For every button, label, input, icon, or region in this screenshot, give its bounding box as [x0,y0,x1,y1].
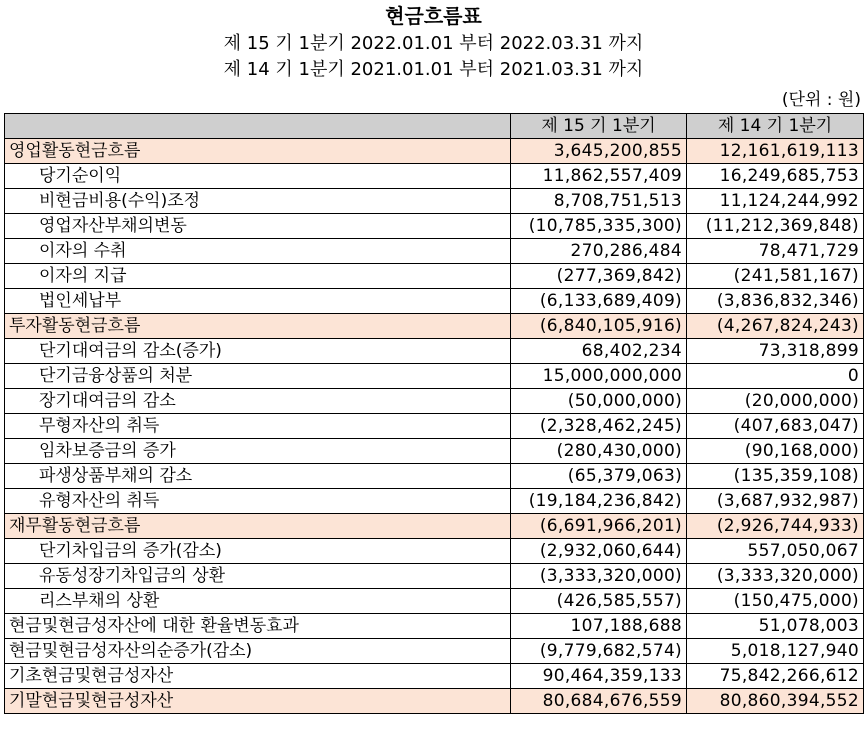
row-value-current: (277,369,842) [511,264,687,289]
row-label: 재무활동현금흐름 [5,514,511,539]
row-value-current: (50,000,000) [511,389,687,414]
row-label: 유동성장기차입금의 상환 [5,564,511,589]
row-label: 영업자산부채의변동 [5,214,511,239]
row-value-prior: (241,581,167) [687,264,864,289]
row-value-current: (6,840,105,916) [511,314,687,339]
row-label: 단기차입금의 증가(감소) [5,539,511,564]
table-row [5,614,864,639]
cash-flow-table [4,113,864,714]
row-label: 이자의 지급 [5,264,511,289]
row-value-current: 8,708,751,513 [511,189,687,214]
row-value-prior: 73,318,899 [687,339,864,364]
table-row [5,339,864,364]
row-label: 무형자산의 취득 [5,414,511,439]
table-row [5,389,864,414]
row-label: 단기금융상품의 처분 [5,364,511,389]
header-current-period: 제 15 기 1분기 [511,114,687,139]
row-label: 파생상품부채의 감소 [5,464,511,489]
table-row [5,314,864,339]
row-value-current: (6,691,966,201) [511,514,687,539]
table-row [5,264,864,289]
row-label: 리스부채의 상환 [5,589,511,614]
row-value-prior: 80,860,394,552 [687,689,864,714]
header-row [5,114,864,139]
row-label: 현금및현금성자산의순증가(감소) [5,639,511,664]
row-value-prior: 78,471,729 [687,239,864,264]
period-current: 제 15 기 1분기 2022.01.01 부터 2022.03.31 까지 [223,33,644,54]
row-value-prior: 16,249,685,753 [687,164,864,189]
table-row [5,164,864,189]
row-value-current: (65,379,063) [511,464,687,489]
table-row [5,589,864,614]
table-body [5,139,864,714]
row-value-current: (2,932,060,644) [511,539,687,564]
row-label: 기초현금및현금성자산 [5,664,511,689]
row-value-prior: 5,018,127,940 [687,639,864,664]
header-prior-period: 제 14 기 1분기 [687,114,864,139]
table-row [5,539,864,564]
unit-label: (단위 : 원) [781,90,861,110]
row-value-prior: (135,359,108) [687,464,864,489]
row-value-current: (19,184,236,842) [511,489,687,514]
table-row [5,289,864,314]
table-row [5,564,864,589]
row-value-prior: 12,161,619,113 [687,139,864,164]
row-value-prior: (20,000,000) [687,389,864,414]
row-label: 기말현금및현금성자산 [5,689,511,714]
row-value-current: (3,333,320,000) [511,564,687,589]
row-value-current: 15,000,000,000 [511,364,687,389]
table-row [5,439,864,464]
row-value-current: 11,862,557,409 [511,164,687,189]
row-label: 영업활동현금흐름 [5,139,511,164]
row-value-current: (280,430,000) [511,439,687,464]
row-value-current: 68,402,234 [511,339,687,364]
row-label: 투자활동현금흐름 [5,314,511,339]
table-row [5,489,864,514]
table-row [5,639,864,664]
row-value-prior: (3,836,832,346) [687,289,864,314]
row-label: 유형자산의 취득 [5,489,511,514]
row-value-current: (9,779,682,574) [511,639,687,664]
row-value-prior: (3,687,932,987) [687,489,864,514]
row-value-prior: (150,475,000) [687,589,864,614]
row-label: 당기순이익 [5,164,511,189]
row-value-prior: 51,078,003 [687,614,864,639]
row-value-prior: (11,212,369,848) [687,214,864,239]
row-label: 단기대여금의 감소(증가) [5,339,511,364]
row-value-current: 270,286,484 [511,239,687,264]
row-value-prior: 11,124,244,992 [687,189,864,214]
row-value-current: (10,785,335,300) [511,214,687,239]
table-row [5,189,864,214]
table-row [5,364,864,389]
row-value-current: 107,188,688 [511,614,687,639]
row-label: 이자의 수취 [5,239,511,264]
row-value-prior: (3,333,320,000) [687,564,864,589]
row-label: 현금및현금성자산에 대한 환율변동효과 [5,614,511,639]
row-value-prior: 0 [687,364,864,389]
statement-title: 현금흐름표 [385,4,482,28]
table-row [5,214,864,239]
table-row [5,514,864,539]
row-value-prior: (4,267,824,243) [687,314,864,339]
row-value-prior: 75,842,266,612 [687,664,864,689]
row-value-prior: (407,683,047) [687,414,864,439]
row-value-prior: 557,050,067 [687,539,864,564]
table-row [5,139,864,164]
header-label-col [5,114,511,139]
row-value-current: (426,585,557) [511,589,687,614]
row-value-current: (6,133,689,409) [511,289,687,314]
row-value-prior: (2,926,744,933) [687,514,864,539]
period-prior: 제 14 기 1분기 2021.01.01 부터 2021.03.31 까지 [223,59,644,80]
row-label: 임차보증금의 증가 [5,439,511,464]
row-value-current: (2,328,462,245) [511,414,687,439]
row-value-current: 3,645,200,855 [511,139,687,164]
table-row [5,239,864,264]
row-value-prior: (90,168,000) [687,439,864,464]
table-row [5,464,864,489]
row-value-current: 80,684,676,559 [511,689,687,714]
row-value-current: 90,464,359,133 [511,664,687,689]
table-row [5,414,864,439]
table-row [5,689,864,714]
row-label: 비현금비용(수익)조정 [5,189,511,214]
row-label: 장기대여금의 감소 [5,389,511,414]
table-row [5,664,864,689]
row-label: 법인세납부 [5,289,511,314]
